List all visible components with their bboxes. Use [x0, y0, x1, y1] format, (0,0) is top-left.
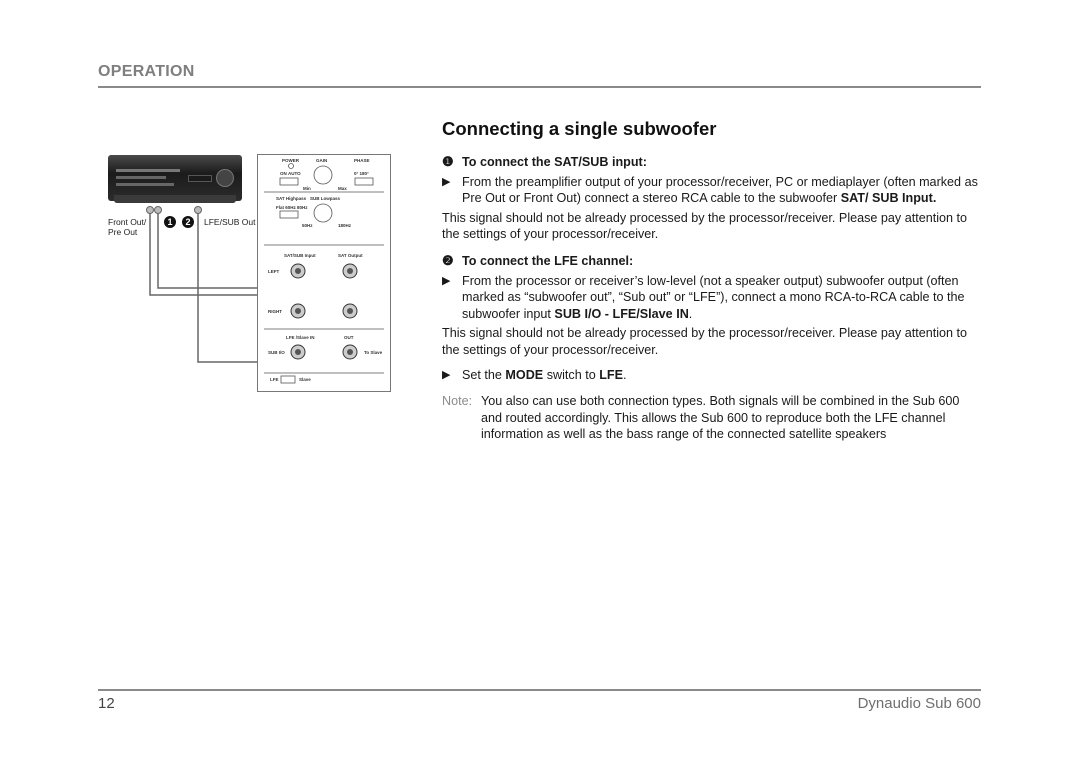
product-name: Dynaudio Sub 600 [857, 695, 981, 712]
panel-sub-lowpass: SUB Lowpass [310, 196, 341, 201]
panel-gain: GAIN [316, 158, 328, 163]
pre-out-label: Pre Out [108, 227, 138, 237]
instructions [442, 154, 982, 443]
step2-paragraph: This signal should not be already processed by the processor/receiver. Please pay attention to the settings of your processor/receiver. [442, 326, 968, 357]
note [442, 393, 982, 443]
panel-sub-io: SUB I/O [268, 350, 285, 355]
panel-max: Max [338, 186, 347, 191]
arrow-icon: ▶ [442, 274, 451, 287]
panel-lp-max: 180Hz [338, 223, 352, 228]
panel-left: LEFT [268, 269, 280, 274]
panel-lp-min: 50Hz [302, 223, 313, 228]
panel-lfe-slave-in: LFE /Slave IN [286, 335, 315, 340]
panel-right: RIGHT [268, 309, 282, 314]
arrow-icon: ▶ [442, 368, 451, 381]
panel-phase-vals: 0° 180° [354, 171, 369, 176]
note-label: Note: [442, 394, 473, 409]
step2-number: ❷ [442, 252, 454, 268]
page-number: 12 [98, 695, 115, 712]
panel-sat-output: SAT Output [338, 253, 363, 258]
panel-sat-sub-input: SAT/SUB Input [284, 253, 316, 258]
lfe-sub-out-label: LFE/SUB Out [204, 217, 256, 227]
panel-lfe: LFE [270, 377, 279, 382]
marker-1: 1 [164, 216, 176, 228]
arrow-icon: ▶ [442, 175, 451, 188]
panel-power: POWER [282, 158, 300, 163]
mode-bullet: ▶ Set the MODE switch to LFE. [442, 367, 627, 382]
section-title: OPERATION [98, 63, 195, 80]
header-rule [98, 86, 981, 88]
step1-paragraph: This signal should not be already processed by the processor/receiver. Please pay attention to the settings of your processor/receiver. [442, 210, 968, 242]
panel-slave: Slave [299, 377, 311, 382]
panel-hp-vals: Flat 60Hz 80Hz [276, 205, 308, 210]
step2-title: ❷ To connect the LFE channel: [442, 252, 634, 268]
panel-out: OUT [344, 335, 354, 340]
subwoofer-panel [257, 154, 391, 392]
step2-bullet: ▶ From the processor or receiver’s low-level (not a speaker output) subwoofer output (often marked as “subwoofer out”, “Sub out” or “LFE”), connect a mono RCA-to-RCA cable to the subwoofer input SUB I/O - LFE/Slave IN. [442, 273, 965, 321]
footer-rule [98, 689, 981, 691]
panel-min: Min [303, 186, 311, 191]
step1-bullet: ▶ From the preamplifier output of your processor/receiver, PC or mediaplayer (often marked as Pre Out or Front Out) connect a stereo RCA cable to the subwoofer SAT/ SUB Input. [442, 174, 978, 206]
panel-auto: AUTO [288, 171, 301, 176]
marker-2: 2 [182, 216, 194, 228]
panel-sat-highpass: SAT Highpass [276, 196, 307, 201]
step1-title: ❶ To connect the SAT/SUB input: [442, 154, 647, 169]
receiver-image [108, 155, 242, 201]
panel-to-slave: To Slave [364, 350, 383, 355]
panel-on: ON [280, 171, 287, 176]
step1-number: ❶ [442, 154, 454, 169]
section-heading: Connecting a single subwoofer [442, 118, 717, 139]
front-out-label: Front Out/ [108, 217, 147, 227]
panel-phase: PHASE [354, 158, 370, 163]
note-text: You also can use both connection types. Both signals will be combined in the Sub 600 and routed accordingly. This allows the Sub 600 to reproduce both the LFE channel information as well as the bass range of the connected satellite speakers [481, 394, 960, 442]
